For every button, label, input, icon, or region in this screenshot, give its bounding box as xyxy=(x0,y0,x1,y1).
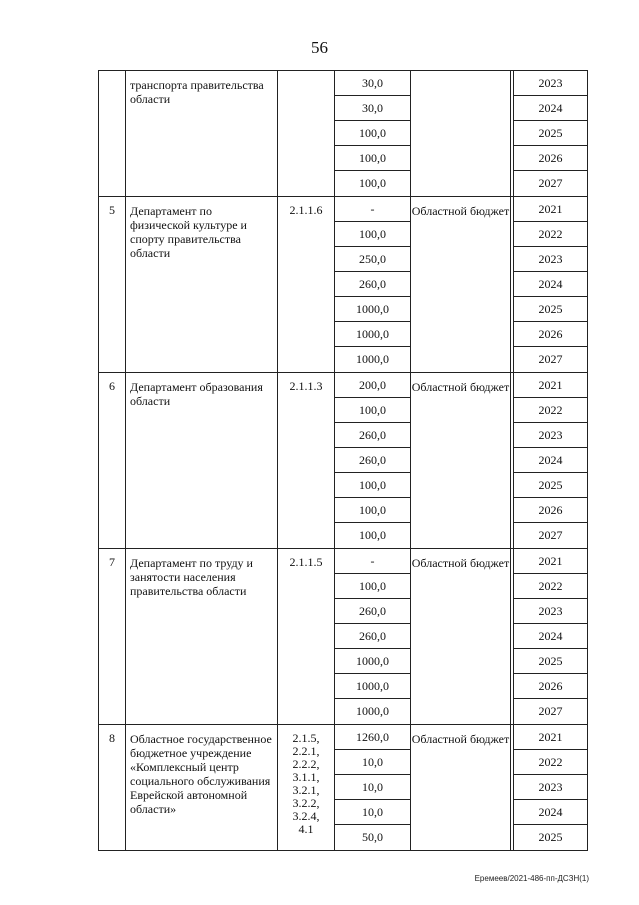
table-row-group xyxy=(98,70,588,196)
organization-name: Департамент по физической культуре и спорту правительства области xyxy=(126,197,278,372)
year-cell: 2024 xyxy=(514,448,587,473)
amount-cell: 10,0 xyxy=(335,800,410,825)
funding-source: Областной бюджет xyxy=(411,197,511,372)
table-row-group xyxy=(98,372,588,548)
amount-cell: 260,0 xyxy=(335,624,410,649)
amount-cell: 100,0 xyxy=(335,398,410,423)
amount-column xyxy=(335,71,411,196)
year-cell: 2026 xyxy=(514,322,587,347)
activity-code-cell xyxy=(278,725,335,850)
year-cell: 2021 xyxy=(514,549,587,574)
budget-table xyxy=(98,70,588,851)
amount-cell: 200,0 xyxy=(335,373,410,398)
year-cell: 2025 xyxy=(514,473,587,498)
activity-code: 4.1 xyxy=(298,822,314,836)
activity-code-cell xyxy=(278,549,335,724)
activity-code: 2.1.5, xyxy=(292,731,320,745)
amount-cell: 260,0 xyxy=(335,423,410,448)
page-number: 56 xyxy=(311,38,328,57)
row-number: 6 xyxy=(99,373,126,548)
amount-cell: 1260,0 xyxy=(335,725,410,750)
amount-cell: 10,0 xyxy=(335,775,410,800)
year-cell: 2021 xyxy=(514,725,587,750)
row-number: 5 xyxy=(99,197,126,372)
activity-code: 2.1.1.6 xyxy=(289,203,323,217)
year-cell: 2026 xyxy=(514,498,587,523)
amount-cell: 100,0 xyxy=(335,473,410,498)
year-cell: 2024 xyxy=(514,272,587,297)
amount-cell: 1000,0 xyxy=(356,352,389,366)
row-number: 8 xyxy=(99,725,126,850)
year-cell: 2022 xyxy=(514,750,587,775)
organization-name: Департамент образования области xyxy=(126,373,278,548)
funding-source: Областной бюджет xyxy=(411,725,511,850)
organization-name: транспорта правительства области xyxy=(126,71,278,196)
amount-cell: 30,0 xyxy=(335,71,410,96)
amount-cell: 100,0 xyxy=(335,574,410,599)
amount-cell: 1000,0 xyxy=(335,322,410,347)
funding-source: Областной бюджет xyxy=(411,549,511,724)
amount-cell: 100,0 xyxy=(335,121,410,146)
amount-cell: 1000,0 xyxy=(335,297,410,322)
year-cell: 2024 xyxy=(514,800,587,825)
amount-column xyxy=(335,725,411,850)
activity-code: 3.1.1, xyxy=(292,770,320,784)
amount-column xyxy=(335,549,411,724)
year-cell: 2023 xyxy=(514,423,587,448)
year-cell: 2023 xyxy=(514,775,587,800)
year-column xyxy=(513,549,587,724)
amount-cell: 10,0 xyxy=(335,750,410,775)
activity-code-cell xyxy=(278,373,335,548)
year-column xyxy=(513,197,587,372)
year-cell: 2022 xyxy=(514,574,587,599)
amount-cell: 100,0 xyxy=(335,222,410,247)
row-number: 7 xyxy=(99,549,126,724)
year-cell: 2027 xyxy=(538,528,563,542)
activity-code: 2.2.2, xyxy=(292,757,320,771)
year-cell: 2023 xyxy=(514,247,587,272)
funding-source xyxy=(411,71,511,196)
activity-code-cell xyxy=(278,197,335,372)
year-cell: 2024 xyxy=(514,96,587,121)
amount-cell: 30,0 xyxy=(335,96,410,121)
amount-cell: 1000,0 xyxy=(356,704,389,718)
year-cell: 2022 xyxy=(514,398,587,423)
activity-code: 2.1.1.5 xyxy=(289,555,323,569)
activity-code: 3.2.2, xyxy=(292,796,320,810)
document-footer-code: Еремеев/2021-486-пп-ДСЗН(1) xyxy=(474,874,589,883)
amount-cell: 250,0 xyxy=(335,247,410,272)
year-cell: 2025 xyxy=(514,297,587,322)
table-row-group xyxy=(98,548,588,724)
funding-source: Областной бюджет xyxy=(411,373,511,548)
year-cell: 2025 xyxy=(514,649,587,674)
activity-code: 2.2.1, xyxy=(292,744,320,758)
activity-code-cell xyxy=(278,71,335,196)
year-cell: 2027 xyxy=(538,352,563,366)
amount-cell: 100,0 xyxy=(335,498,410,523)
amount-cell: 50,0 xyxy=(362,830,383,844)
amount-cell: 100,0 xyxy=(335,146,410,171)
year-cell: 2023 xyxy=(514,71,587,96)
year-cell: 2025 xyxy=(514,121,587,146)
year-cell: 2026 xyxy=(514,146,587,171)
amount-cell: 100,0 xyxy=(359,528,386,542)
amount-cell: 260,0 xyxy=(335,448,410,473)
activity-code: 2.1.1.3 xyxy=(289,379,323,393)
year-column xyxy=(513,373,587,548)
table-row-group xyxy=(98,724,588,851)
activity-code: 3.2.4, xyxy=(292,809,320,823)
organization-name: Областное государственное бюджетное учреждение «Комплексный центр социального обслуживания Еврейской автономной области» xyxy=(126,725,278,850)
amount-cell: 260,0 xyxy=(335,599,410,624)
year-cell: 2022 xyxy=(514,222,587,247)
organization-name: Департамент по труду и занятости населения правительства области xyxy=(126,549,278,724)
amount-cell: 260,0 xyxy=(335,272,410,297)
amount-cell: 100,0 xyxy=(359,176,386,190)
year-cell: 2026 xyxy=(514,674,587,699)
year-column xyxy=(513,725,587,850)
amount-cell: - xyxy=(335,197,410,222)
amount-column xyxy=(335,373,411,548)
year-cell: 2023 xyxy=(514,599,587,624)
year-column xyxy=(513,71,587,196)
table-row-group xyxy=(98,196,588,372)
row-number xyxy=(99,71,126,196)
year-cell: 2025 xyxy=(538,830,563,844)
year-cell: 2021 xyxy=(514,197,587,222)
amount-cell: - xyxy=(335,549,410,574)
amount-column xyxy=(335,197,411,372)
amount-cell: 1000,0 xyxy=(335,674,410,699)
year-cell: 2027 xyxy=(538,176,563,190)
year-cell: 2024 xyxy=(514,624,587,649)
activity-code: 3.2.1, xyxy=(292,783,320,797)
year-cell: 2027 xyxy=(538,704,563,718)
year-cell: 2021 xyxy=(514,373,587,398)
amount-cell: 1000,0 xyxy=(335,649,410,674)
